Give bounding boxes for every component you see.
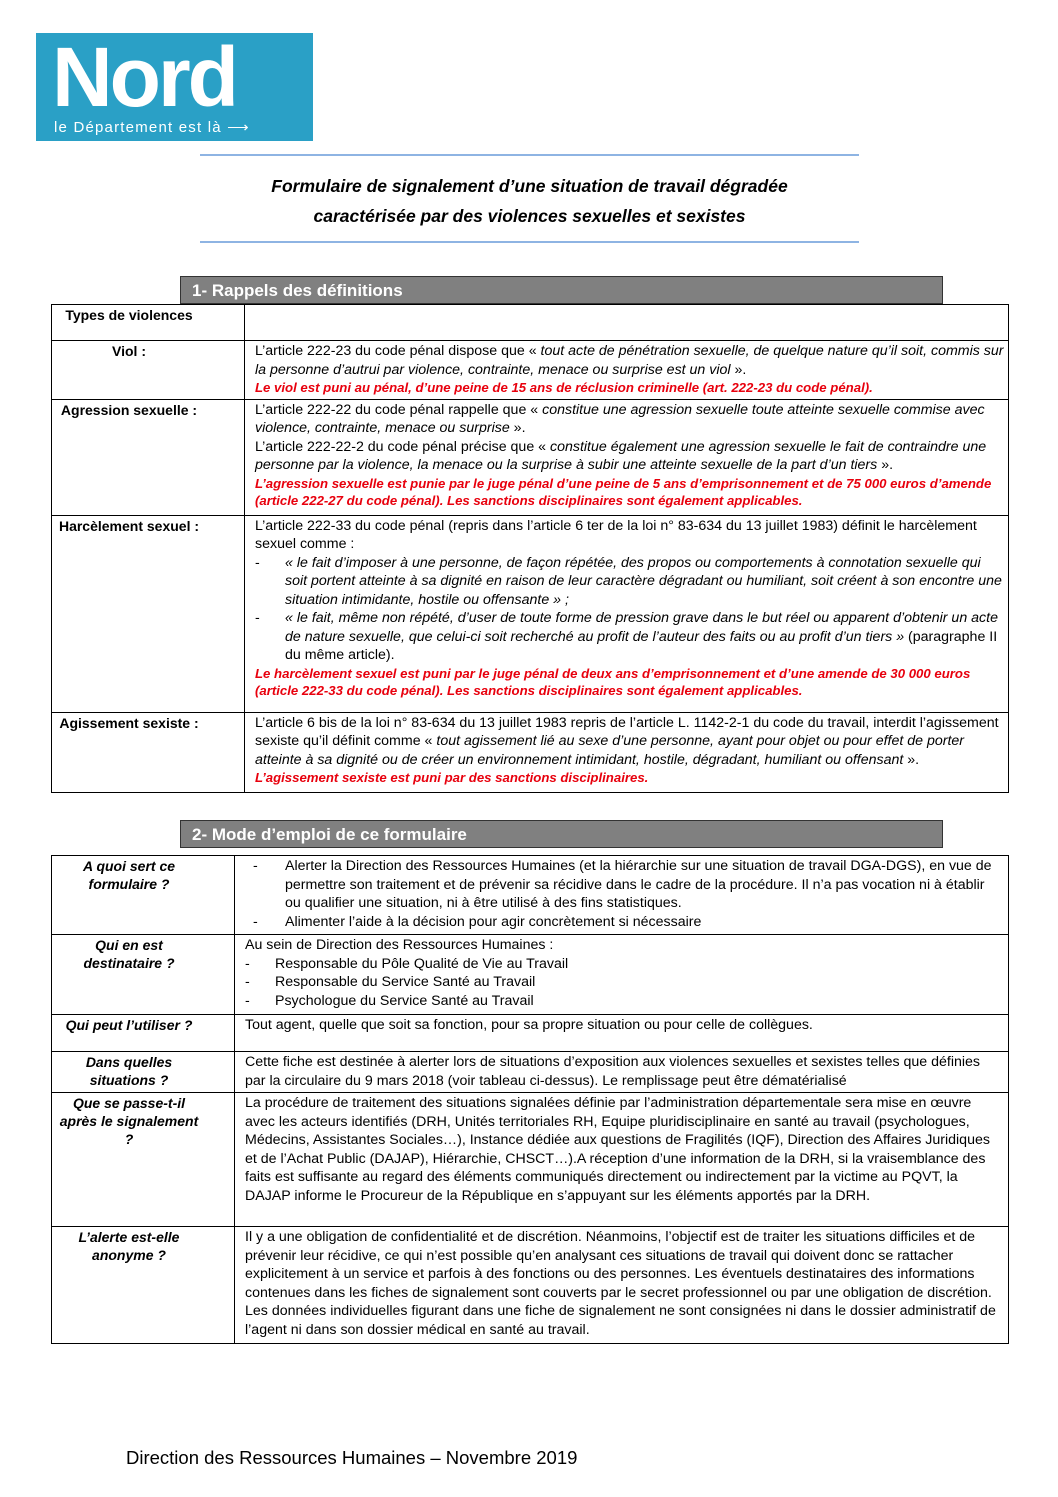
empty-header-cell — [245, 305, 1009, 341]
title-line-1: Formulaire de signalement d’une situation de travail dégradée — [271, 176, 788, 196]
table-row-qui — [52, 935, 1009, 1015]
quote: constitue une agression sexuelle toute atteinte sexuelle commise avec violence, contrainte, menace ou surprise — [255, 401, 985, 436]
bullet: - Alerter la Direction des Ressources Humaines (et la hiérarchie sur une situation de travail DGA-DGS), en vue de permettre son traitement et de prévenir sa récidive dans le cadre de la procédure. Il n’a pas vocation ni à établir ou qualifier une situation, ni à être utilisé à des fins statistiques. — [245, 857, 1004, 913]
text: L’article 6 bis de la loi n° 83-634 du 13 juillet 1983 repris de l’article L. 1142-2-1 du code du travail, interdit l’agissement sexiste qu’il définit comme « — [255, 714, 999, 749]
row-content — [235, 935, 1009, 1015]
row-label: Que se passe-t-il après le signalement ? — [52, 1093, 235, 1227]
page-footer: Direction des Ressources Humaines – Novembre 2019 — [126, 1447, 578, 1468]
table-row-utiliser — [52, 1015, 1009, 1052]
text: ». — [903, 751, 920, 768]
table-row-agression — [52, 399, 1009, 515]
quote: « le fait d’imposer à une personne, de façon répétée, des propos ou comportements à connotation sexuelle qui soit portent atteinte à sa dignité en raison de leur caractère dégradant ou humiliant, soit créent à son encontre une situation intimidante, hostile ou offensante » ; — [285, 554, 1002, 608]
text: ». — [730, 361, 747, 378]
sanction-text: Le harcèlement sexuel est puni par le juge pénal de deux ans d’emprisonnement et d’une amende de 30 000 euros (article 222-33 du code pénal). Les sanctions disciplinaires sont également applicables. — [255, 665, 971, 698]
types-header-cell: Types de violences — [52, 305, 245, 341]
quote: tout agissement lié au sexe d’une personne, ayant pour objet ou pour effet de porter atteinte à sa dignité ou de créer un environnement intimidant, hostile, dégradant, humiliant ou offensant — [255, 733, 965, 768]
bullet: - « le fait d’imposer à une personne, de façon répétée, des propos ou comportements à connotation sexuelle qui soit portent atteinte à sa dignité en raison de leur caractère dégradant ou humiliant, soit créent à son encontre une situation intimidante, hostile ou offensante » ; — [255, 554, 1004, 610]
sanction-text: Le viol est puni au pénal, d’une peine de 15 ans de réclusion criminelle (art. 222-23 du code pénal). — [255, 380, 873, 395]
row-content — [245, 399, 1009, 515]
quote: constitue également une agression sexuelle le fait de contraindre une personne par la violence, la menace ou la surprise à subir une atteinte sexuelle de la part d’un tiers — [255, 438, 987, 473]
text: Responsable du Pôle Qualité de Vie au Travail — [275, 955, 569, 972]
bullet: - « le fait, même non répété, d’user de toute forme de pression grave dans le but réel ou apparent d’obtenir un acte de nature sexuelle, que celui-ci soit recherché au profit de l’auteur des faits ou au profit d’un tiers » (paragraphe II du même article). — [255, 610, 998, 663]
text: Alimenter l’aide à la décision pour agir concrètement si nécessaire — [285, 913, 702, 930]
row-content: La procédure de traitement des situations signalées définie par l’administration départementale sera mise en œuvre avec les acteurs identifiés (DRH, Unités territoriales RH, Equipe pluridisciplinaire en santé au travail (psychologues, Médecins, Assistantes Sociales…), Instance dédiée aux questions de Fragilités (IQF), Direction des Affaires Juridiques et de l’Achat Public (DAJAP), Hiérarchie, CHSCT…).A réception d’une information de la DRH, si la vraisemblance des faits est suffisante au regard des éléments communiqués directement ou indirectement par la victime au PQVT, la DAJAP informe le Procureur de la République en s’appuyant sur les éléments apportés par la DRH. — [235, 1093, 1009, 1227]
nord-logo — [36, 30, 313, 141]
title-rule-bottom — [200, 241, 859, 243]
row-content: Cette fiche est destinée à alerter lors de situations d’exposition aux violences sexuelles et sexistes telles que définies par la circulaire du 9 mars 2018 (voir tableau ci-dessus). Le remplissage peut être dématérialisé — [235, 1052, 1009, 1093]
section-1-heading: 1- Rappels des définitions — [180, 276, 943, 304]
text: (paragraphe II du même article). — [285, 628, 998, 663]
row-content — [245, 712, 1009, 792]
table-row-harcelement — [52, 515, 1009, 712]
bullet: - Psychologue du Service Santé au Travail — [245, 992, 1004, 1011]
title-line-2: caractérisée par des violences sexuelles et sexistes — [313, 206, 746, 226]
row-content — [245, 515, 1009, 712]
row-label: Agissement sexiste : — [52, 712, 245, 792]
bullet: - Alimenter l’aide à la décision pour agir concrètement si nécessaire — [245, 913, 1004, 932]
text: Psychologue du Service Santé au Travail — [275, 992, 534, 1009]
page-title — [200, 171, 859, 231]
row-label: Dans quelles situations ? — [52, 1052, 235, 1093]
quote: « le fait, même non répété, d’user de toute forme de pression grave dans le but réel ou apparent d’obtenir un acte de nature sexuelle, que celui-ci soit recherché au profit de l’auteur des faits ou au profit d’un tiers » — [285, 610, 998, 645]
table-row-apres — [52, 1093, 1009, 1227]
definitions-table — [51, 304, 1009, 793]
table-row-viol — [52, 341, 1009, 400]
row-content — [235, 856, 1009, 935]
text: L’article 222-33 du code pénal (repris dans l’article 6 ter de la loi n° 83-634 du 13 juillet 1983) définit le harcèlement sexuel comme : — [255, 517, 977, 552]
row-label: A quoi sert ce formulaire ? — [52, 856, 235, 935]
text: L’article 222-22 du code pénal rappelle que « — [255, 401, 543, 418]
row-label: Viol : — [52, 341, 245, 400]
logo-tagline: le Département est là ⟶ — [54, 119, 250, 136]
sanction-text: L’agression sexuelle est punie par le juge pénal d’une peine de 5 ans d’emprisonnement et de 75 000 euros d’amende (article 222-27 du code pénal). Les sanctions disciplinaires sont également applicables. — [255, 475, 992, 508]
sanction-text: L’agissement sexiste est puni par des sanctions disciplinaires. — [255, 770, 649, 785]
text: L’article 222-23 du code pénal dispose que « — [255, 343, 541, 359]
row-content: Tout agent, quelle que soit sa fonction, pour sa propre situation ou pour celle de collègues. — [235, 1015, 1009, 1052]
table-row-situations — [52, 1052, 1009, 1093]
row-content — [245, 341, 1009, 400]
title-rule-top — [200, 154, 859, 156]
row-label: Agression sexuelle : — [52, 399, 245, 515]
text: Responsable du Service Santé au Travail — [275, 974, 536, 990]
row-label: Harcèlement sexuel : — [52, 515, 245, 712]
row-label: Qui peut l’utiliser ? — [52, 1015, 235, 1052]
quote: tout acte de pénétration sexuelle, de quelque nature qu’il soit, commis sur la personne d’autrui par violence, contrainte, menace ou surprise est un viol — [255, 343, 1004, 378]
text: ». — [509, 420, 526, 436]
row-content: Il y a une obligation de confidentialité et de discrétion. Néanmoins, l’objectif est de traiter les situations difficiles et de prévenir leur récidive, ce qui n’est possible qu’en analysant ces situations de travail qui doivent donc se rattacher explicitement à un service et parfois à des fonctions ou des personnes. Les éventuels destinataires des informations contenues dans les fiches de signalement sont couverts par le secret professionnel ou par une obligation de discrétion. Les données individuelles figurant dans une fiche de signalement ne sont consignées ni dans le dossier administratif de l’agent ni dans son dossier médical en santé au travail. — [235, 1227, 1009, 1344]
text: Alerter la Direction des Ressources Humaines (et la hiérarchie sur une situation de travail DGA-DGS), en vue de permettre son traitement et de prévenir sa récidive dans le cadre de la procédure. Il n’a pas vocation ni à établir ou qualifier une situation, ni à être utilisé à des fins statistiques. — [285, 858, 992, 911]
table-row — [52, 305, 1009, 341]
text: Au sein de Direction des Ressources Humaines : — [245, 937, 554, 953]
mode-emploi-table — [51, 855, 1009, 1344]
bullet: - Responsable du Pôle Qualité de Vie au Travail — [245, 955, 1004, 974]
section-2-heading: 2- Mode d’emploi de ce formulaire — [180, 820, 943, 848]
row-label: Qui en est destinataire ? — [52, 935, 235, 1015]
table-row-agissement — [52, 712, 1009, 792]
table-row-anonyme — [52, 1227, 1009, 1344]
bullet: - Responsable du Service Santé au Travail — [245, 973, 1004, 992]
text: ». — [877, 457, 894, 473]
logo-word: Nord — [52, 30, 236, 124]
row-label: L’alerte est-elle anonyme ? — [52, 1227, 235, 1344]
table-row-quoi — [52, 856, 1009, 935]
text: L’article 222-22-2 du code pénal précise que « — [255, 438, 550, 455]
